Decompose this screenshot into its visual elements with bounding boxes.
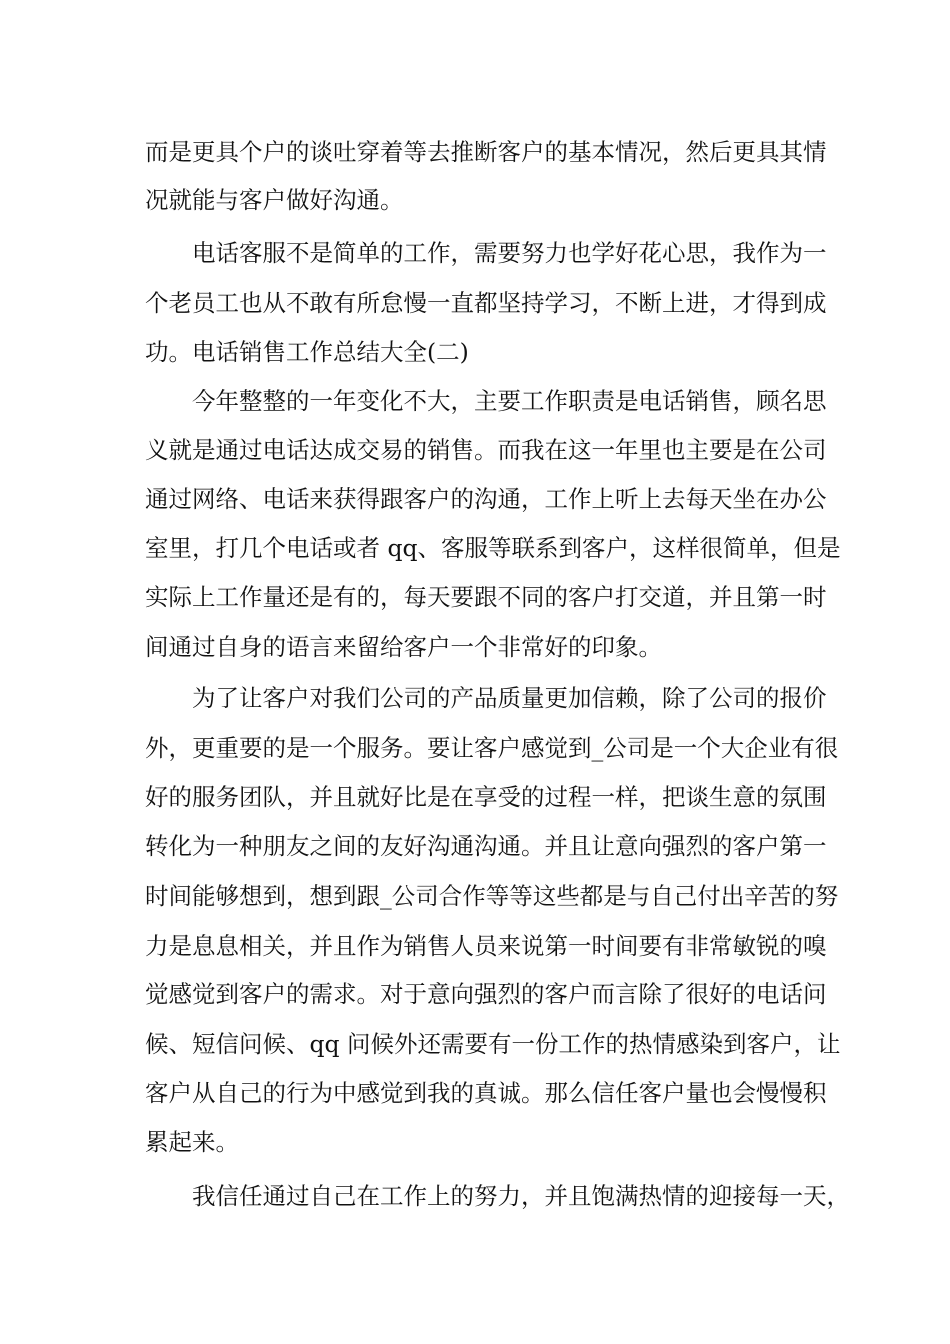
text-line: 觉感觉到客户的需求。对于意向强烈的客户而言除了很好的电话问 xyxy=(145,980,827,1008)
text-line: 义就是通过电话达成交易的销售。而我在这一年里也主要是在公司 xyxy=(145,436,827,464)
text-line: 我信任通过自己在工作上的努力，并且饱满热情的迎接每一天， xyxy=(192,1182,850,1210)
text-line: 为了让客户对我们公司的产品质量更加信赖，除了公司的报价 xyxy=(192,684,827,712)
text-line: 而是更具个户的谈吐穿着等去推断客户的基本情况，然后更具其情 xyxy=(145,138,827,166)
text-line: 候、短信问候、qq 问候外还需要有一份工作的热情感染到客户，让 xyxy=(145,1030,841,1058)
text-line: 实际上工作量还是有的，每天要跟不同的客户打交道，并且第一时 xyxy=(145,583,827,611)
text-line: 转化为一种朋友之间的友好沟通沟通。并且让意向强烈的客户第一 xyxy=(145,832,827,860)
text-line: 累起来。 xyxy=(145,1128,239,1156)
text-line: 好的服务团队，并且就好比是在享受的过程一样，把谈生意的氛围 xyxy=(145,783,827,811)
text-line: 今年整整的一年变化不大，主要工作职责是电话销售，顾名思 xyxy=(192,387,827,415)
text-line: 时间能够想到，想到跟_公司合作等等这些都是与自己付出辛苦的努 xyxy=(145,882,839,910)
text-line: 室里，打几个电话或者 qq、客服等联系到客户，这样很简单，但是 xyxy=(145,534,841,562)
text-line: 客户从自己的行为中感觉到我的真诚。那么信任客户量也会慢慢积 xyxy=(145,1079,827,1107)
text-line: 外，更重要的是一个服务。要让客户感觉到_公司是一个大企业有很 xyxy=(145,734,839,762)
text-line: 通过网络、电话来获得跟客户的沟通，工作上听上去每天坐在办公 xyxy=(145,485,827,513)
text-line: 功。电话销售工作总结大全(二) xyxy=(145,338,469,366)
text-line: 个老员工也从不敢有所怠慢一直都坚持学习，不断上进，才得到成 xyxy=(145,289,827,317)
text-line: 力是息息相关，并且作为销售人员来说第一时间要有非常敏锐的嗅 xyxy=(145,932,827,960)
text-line: 间通过自身的语言来留给客户一个非常好的印象。 xyxy=(145,633,662,661)
text-line: 电话客服不是简单的工作，需要努力也学好花心思，我作为一 xyxy=(192,239,827,267)
text-line: 况就能与客户做好沟通。 xyxy=(145,186,404,214)
